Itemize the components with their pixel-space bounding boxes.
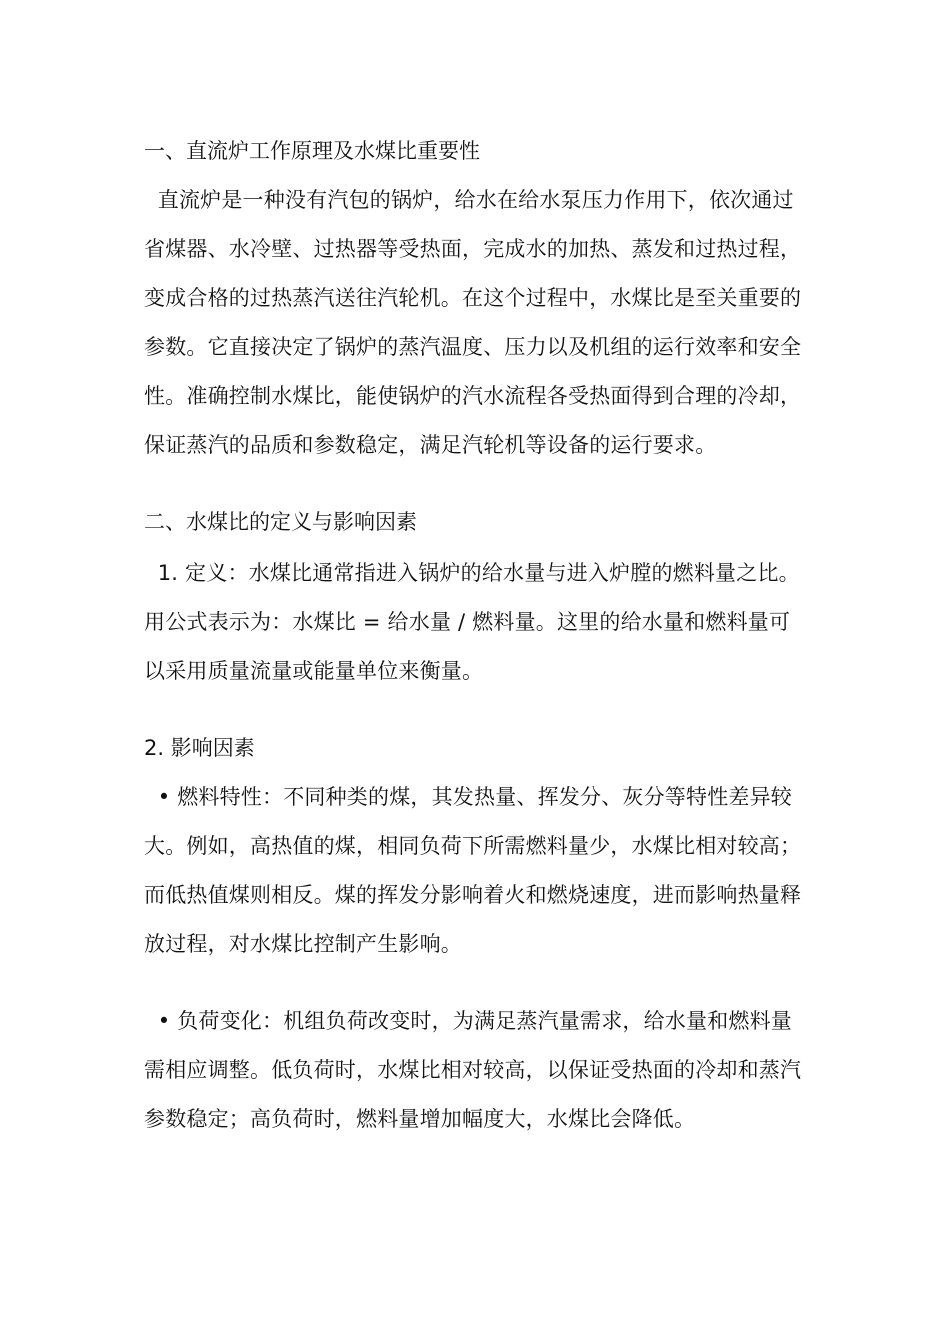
paragraph-line: 用公式表示为：水煤比 = 给水量 / 燃料量。这里的给水量和燃料量可	[144, 610, 791, 634]
paragraph-line: 大。例如，高热值的煤，相同负荷下所需燃料量少，水煤比相对较高；	[144, 834, 802, 858]
factors-heading: 2. 影响因素	[144, 736, 255, 760]
paragraph-line: 变成合格的过热蒸汽送往汽轮机。在这个过程中，水煤比是至关重要的	[144, 286, 802, 310]
paragraph-line: 参数稳定；高负荷时，燃料量增加幅度大，水煤比会降低。	[144, 1107, 696, 1131]
paragraph-line: 保证蒸汽的品质和参数稳定，满足汽轮机等设备的运行要求。	[144, 433, 717, 457]
paragraph-line: 1. 定义：水煤比通常指进入锅炉的给水量与进入炉膛的燃料量之比。	[144, 561, 800, 585]
paragraph-line: 直流炉是一种没有汽包的锅炉，给水在给水泵压力作用下，依次通过	[144, 188, 794, 212]
paragraph-line: • 负荷变化：机组负荷改变时，为满足蒸汽量需求，给水量和燃料量	[144, 1009, 793, 1033]
paragraph-line: 需相应调整。低负荷时，水煤比相对较高，以保证受热面的冷却和蒸汽	[144, 1058, 802, 1082]
paragraph-line: • 燃料特性：不同种类的煤，其发热量、挥发分、灰分等特性差异较	[144, 785, 793, 809]
paragraph-line: 而低热值煤则相反。煤的挥发分影响着火和燃烧速度，进而影响热量释	[144, 883, 802, 907]
paragraph-line: 性。准确控制水煤比，能使锅炉的汽水流程各受热面得到合理的冷却，	[144, 384, 802, 408]
paragraph-line: 放过程，对水煤比控制产生影响。	[144, 932, 462, 956]
paragraph-line: 以采用质量流量或能量单位来衡量。	[144, 659, 484, 683]
paragraph-line: 参数。它直接决定了锅炉的蒸汽温度、压力以及机组的运行效率和安全	[144, 335, 802, 359]
section-2-heading: 二、水煤比的定义与影响因素	[144, 510, 417, 534]
section-1-heading: 一、直流炉工作原理及水煤比重要性	[144, 139, 480, 163]
paragraph-line: 省煤器、水冷壁、过热器等受热面，完成水的加热、蒸发和过热过程，	[144, 237, 802, 261]
